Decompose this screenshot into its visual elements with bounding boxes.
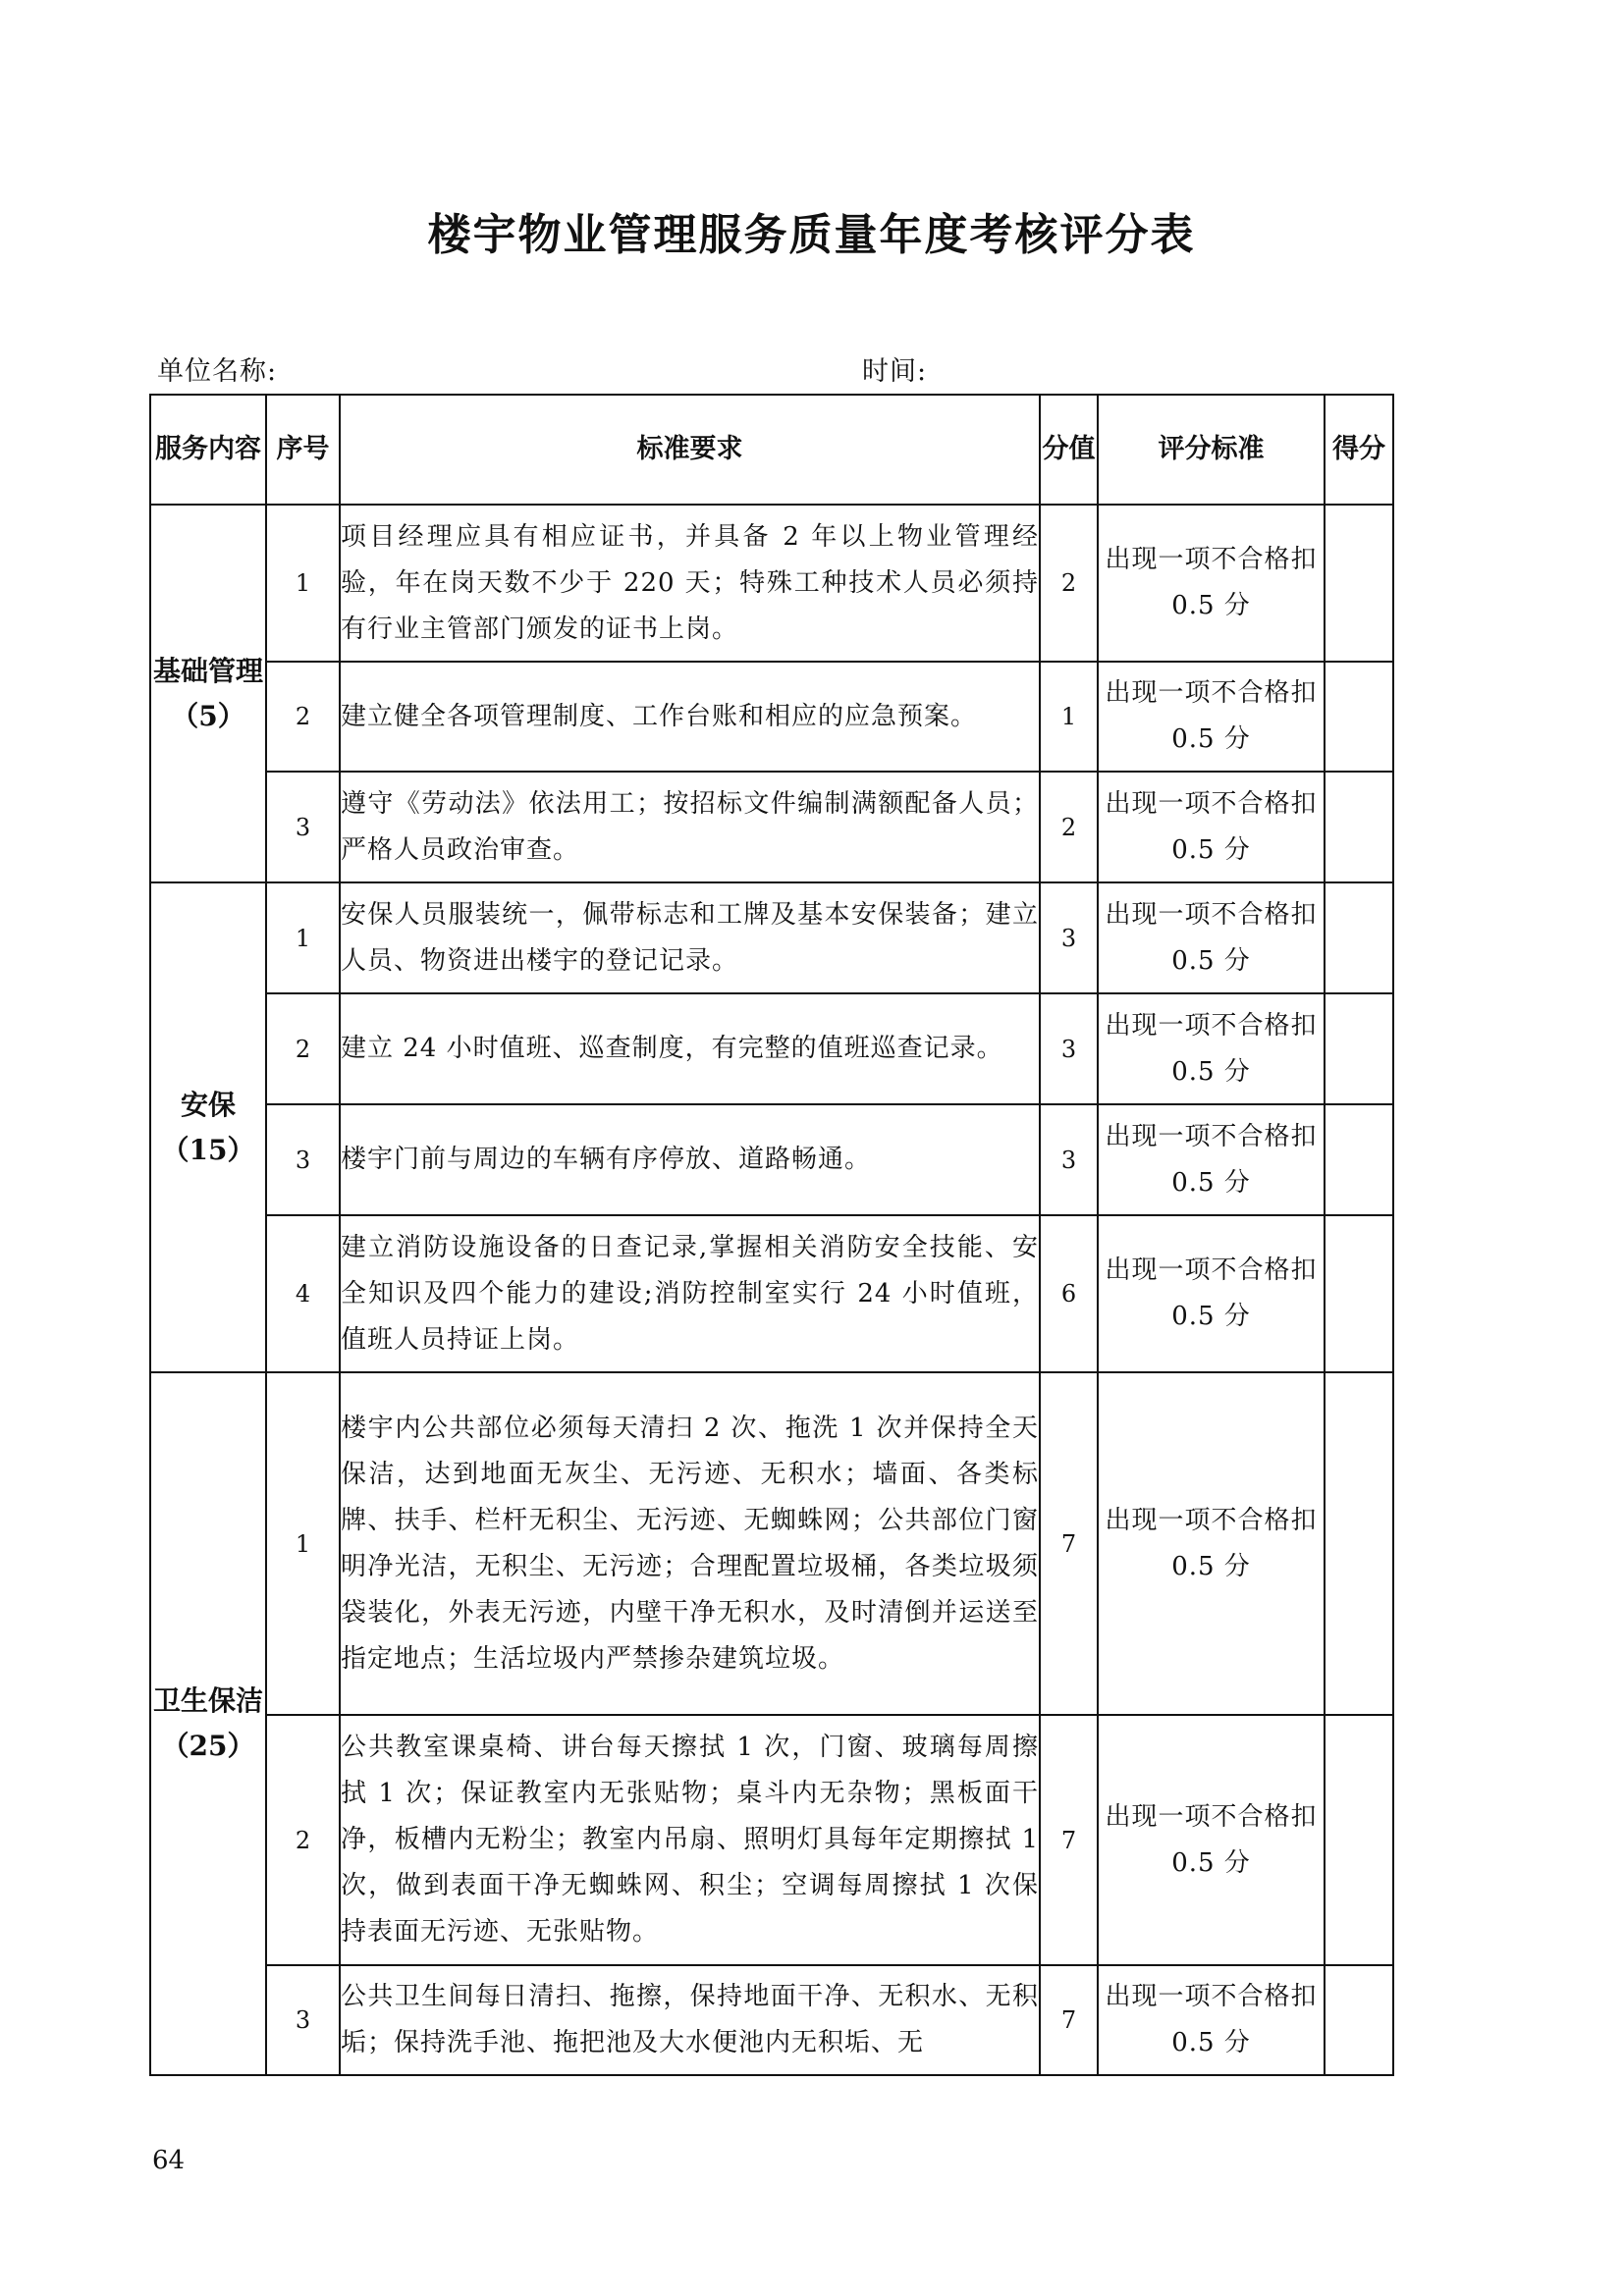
seq-cell: 4 xyxy=(266,1215,340,1372)
requirement-cell: 公共教室课桌椅、讲台每天擦拭 1 次，门窗、玻璃每周擦拭 1 次；保证教室内无张贴物；桌斗内无杂物；黑板面干净，板槽内无粉尘；教室内吊扇、照明灯具每年定期擦拭 1 次，做到表面干净无蜘蛛网、积尘；空调每周擦拭 1 次保持表面无污迹、无张贴物。 xyxy=(340,1715,1040,1965)
criteria-cell: 出现一项不合格扣 0.5 分 xyxy=(1098,1215,1325,1372)
value-cell: 7 xyxy=(1040,1715,1098,1965)
requirement-cell: 楼宇内公共部位必须每天清扫 2 次、拖洗 1 次并保持全天保洁，达到地面无灰尘、无污迹、无积水；墙面、各类标牌、扶手、栏杆无积尘、无污迹、无蜘蛛网；公共部位门窗明净光洁，无积尘、无污迹；合理配置垃圾桶，各类垃圾须袋装化，外表无污迹，内壁干净无积水，及时清倒并运送至指定地点；生活垃圾内严禁掺杂建筑垃圾。 xyxy=(340,1372,1040,1715)
table-row xyxy=(150,882,1393,993)
header-value: 分值 xyxy=(1040,395,1098,505)
value-cell: 2 xyxy=(1040,772,1098,882)
header-seq: 序号 xyxy=(266,395,340,505)
score-cell[interactable] xyxy=(1325,1965,1393,2075)
seq-cell: 2 xyxy=(266,1715,340,1965)
requirement-cell: 项目经理应具有相应证书，并具备 2 年以上物业管理经验，年在岗天数不少于 220 天；特殊工种技术人员必须持有行业主管部门颁发的证书上岗。 xyxy=(340,505,1040,662)
seq-cell: 2 xyxy=(266,662,340,772)
criteria-cell: 出现一项不合格扣 0.5 分 xyxy=(1098,1715,1325,1965)
header-requirement: 标准要求 xyxy=(340,395,1040,505)
table-row xyxy=(150,1372,1393,1715)
requirement-cell: 建立健全各项管理制度、工作台账和相应的应急预案。 xyxy=(340,662,1040,772)
score-cell[interactable] xyxy=(1325,993,1393,1104)
table-row xyxy=(150,505,1393,662)
category-cell: 安保（15） xyxy=(150,882,266,1372)
value-cell: 3 xyxy=(1040,993,1098,1104)
criteria-cell: 出现一项不合格扣 0.5 分 xyxy=(1098,772,1325,882)
value-cell: 7 xyxy=(1040,1372,1098,1715)
table-row xyxy=(150,1965,1393,2075)
seq-cell: 2 xyxy=(266,993,340,1104)
requirement-cell: 建立消防设施设备的日查记录,掌握相关消防安全技能、安全知识及四个能力的建设;消防控制室实行 24 小时值班，值班人员持证上岗。 xyxy=(340,1215,1040,1372)
score-cell[interactable] xyxy=(1325,1715,1393,1965)
seq-cell: 1 xyxy=(266,1372,340,1715)
requirement-cell: 安保人员服装统一，佩带标志和工牌及基本安保装备；建立人员、物资进出楼宇的登记记录。 xyxy=(340,882,1040,993)
page-title: 楼宇物业管理服务质量年度考核评分表 xyxy=(427,210,1196,260)
table-row xyxy=(150,662,1393,772)
table-header-row xyxy=(150,395,1393,505)
criteria-cell: 出现一项不合格扣 0.5 分 xyxy=(1098,662,1325,772)
seq-cell: 1 xyxy=(266,505,340,662)
criteria-cell: 出现一项不合格扣 0.5 分 xyxy=(1098,1372,1325,1715)
seq-cell: 3 xyxy=(266,1965,340,2075)
seq-cell: 1 xyxy=(266,882,340,993)
score-cell[interactable] xyxy=(1325,882,1393,993)
page-number: 64 xyxy=(152,2146,186,2175)
score-cell[interactable] xyxy=(1325,772,1393,882)
unit-name-label: 单位名称: xyxy=(157,356,278,387)
table-row xyxy=(150,1215,1393,1372)
score-cell[interactable] xyxy=(1325,1104,1393,1215)
criteria-cell: 出现一项不合格扣 0.5 分 xyxy=(1098,505,1325,662)
table-row xyxy=(150,772,1393,882)
assessment-table xyxy=(149,394,1394,2076)
header-criteria: 评分标准 xyxy=(1098,395,1325,505)
score-cell[interactable] xyxy=(1325,505,1393,662)
header-category: 服务内容 xyxy=(150,395,266,505)
table-row xyxy=(150,1715,1393,1965)
criteria-cell: 出现一项不合格扣 0.5 分 xyxy=(1098,882,1325,993)
value-cell: 6 xyxy=(1040,1215,1098,1372)
time-label: 时间: xyxy=(862,356,928,387)
criteria-cell: 出现一项不合格扣 0.5 分 xyxy=(1098,1104,1325,1215)
category-cell: 基础管理（5） xyxy=(150,505,266,882)
table-row xyxy=(150,993,1393,1104)
category-cell: 卫生保洁（25） xyxy=(150,1372,266,2075)
score-cell[interactable] xyxy=(1325,1215,1393,1372)
table-row xyxy=(150,1104,1393,1215)
requirement-cell: 楼宇门前与周边的车辆有序停放、道路畅通。 xyxy=(340,1104,1040,1215)
seq-cell: 3 xyxy=(266,1104,340,1215)
criteria-cell: 出现一项不合格扣 0.5 分 xyxy=(1098,1965,1325,2075)
score-cell[interactable] xyxy=(1325,662,1393,772)
value-cell: 2 xyxy=(1040,505,1098,662)
value-cell: 7 xyxy=(1040,1965,1098,2075)
header-score: 得分 xyxy=(1325,395,1393,505)
requirement-cell: 建立 24 小时值班、巡查制度，有完整的值班巡查记录。 xyxy=(340,993,1040,1104)
seq-cell: 3 xyxy=(266,772,340,882)
requirement-cell: 遵守《劳动法》依法用工；按招标文件编制满额配备人员；严格人员政治审查。 xyxy=(340,772,1040,882)
value-cell: 3 xyxy=(1040,882,1098,993)
value-cell: 3 xyxy=(1040,1104,1098,1215)
score-cell[interactable] xyxy=(1325,1372,1393,1715)
value-cell: 1 xyxy=(1040,662,1098,772)
criteria-cell: 出现一项不合格扣 0.5 分 xyxy=(1098,993,1325,1104)
requirement-cell: 公共卫生间每日清扫、拖擦，保持地面干净、无积水、无积垢；保持洗手池、拖把池及大水便池内无积垢、无 xyxy=(340,1965,1040,2075)
